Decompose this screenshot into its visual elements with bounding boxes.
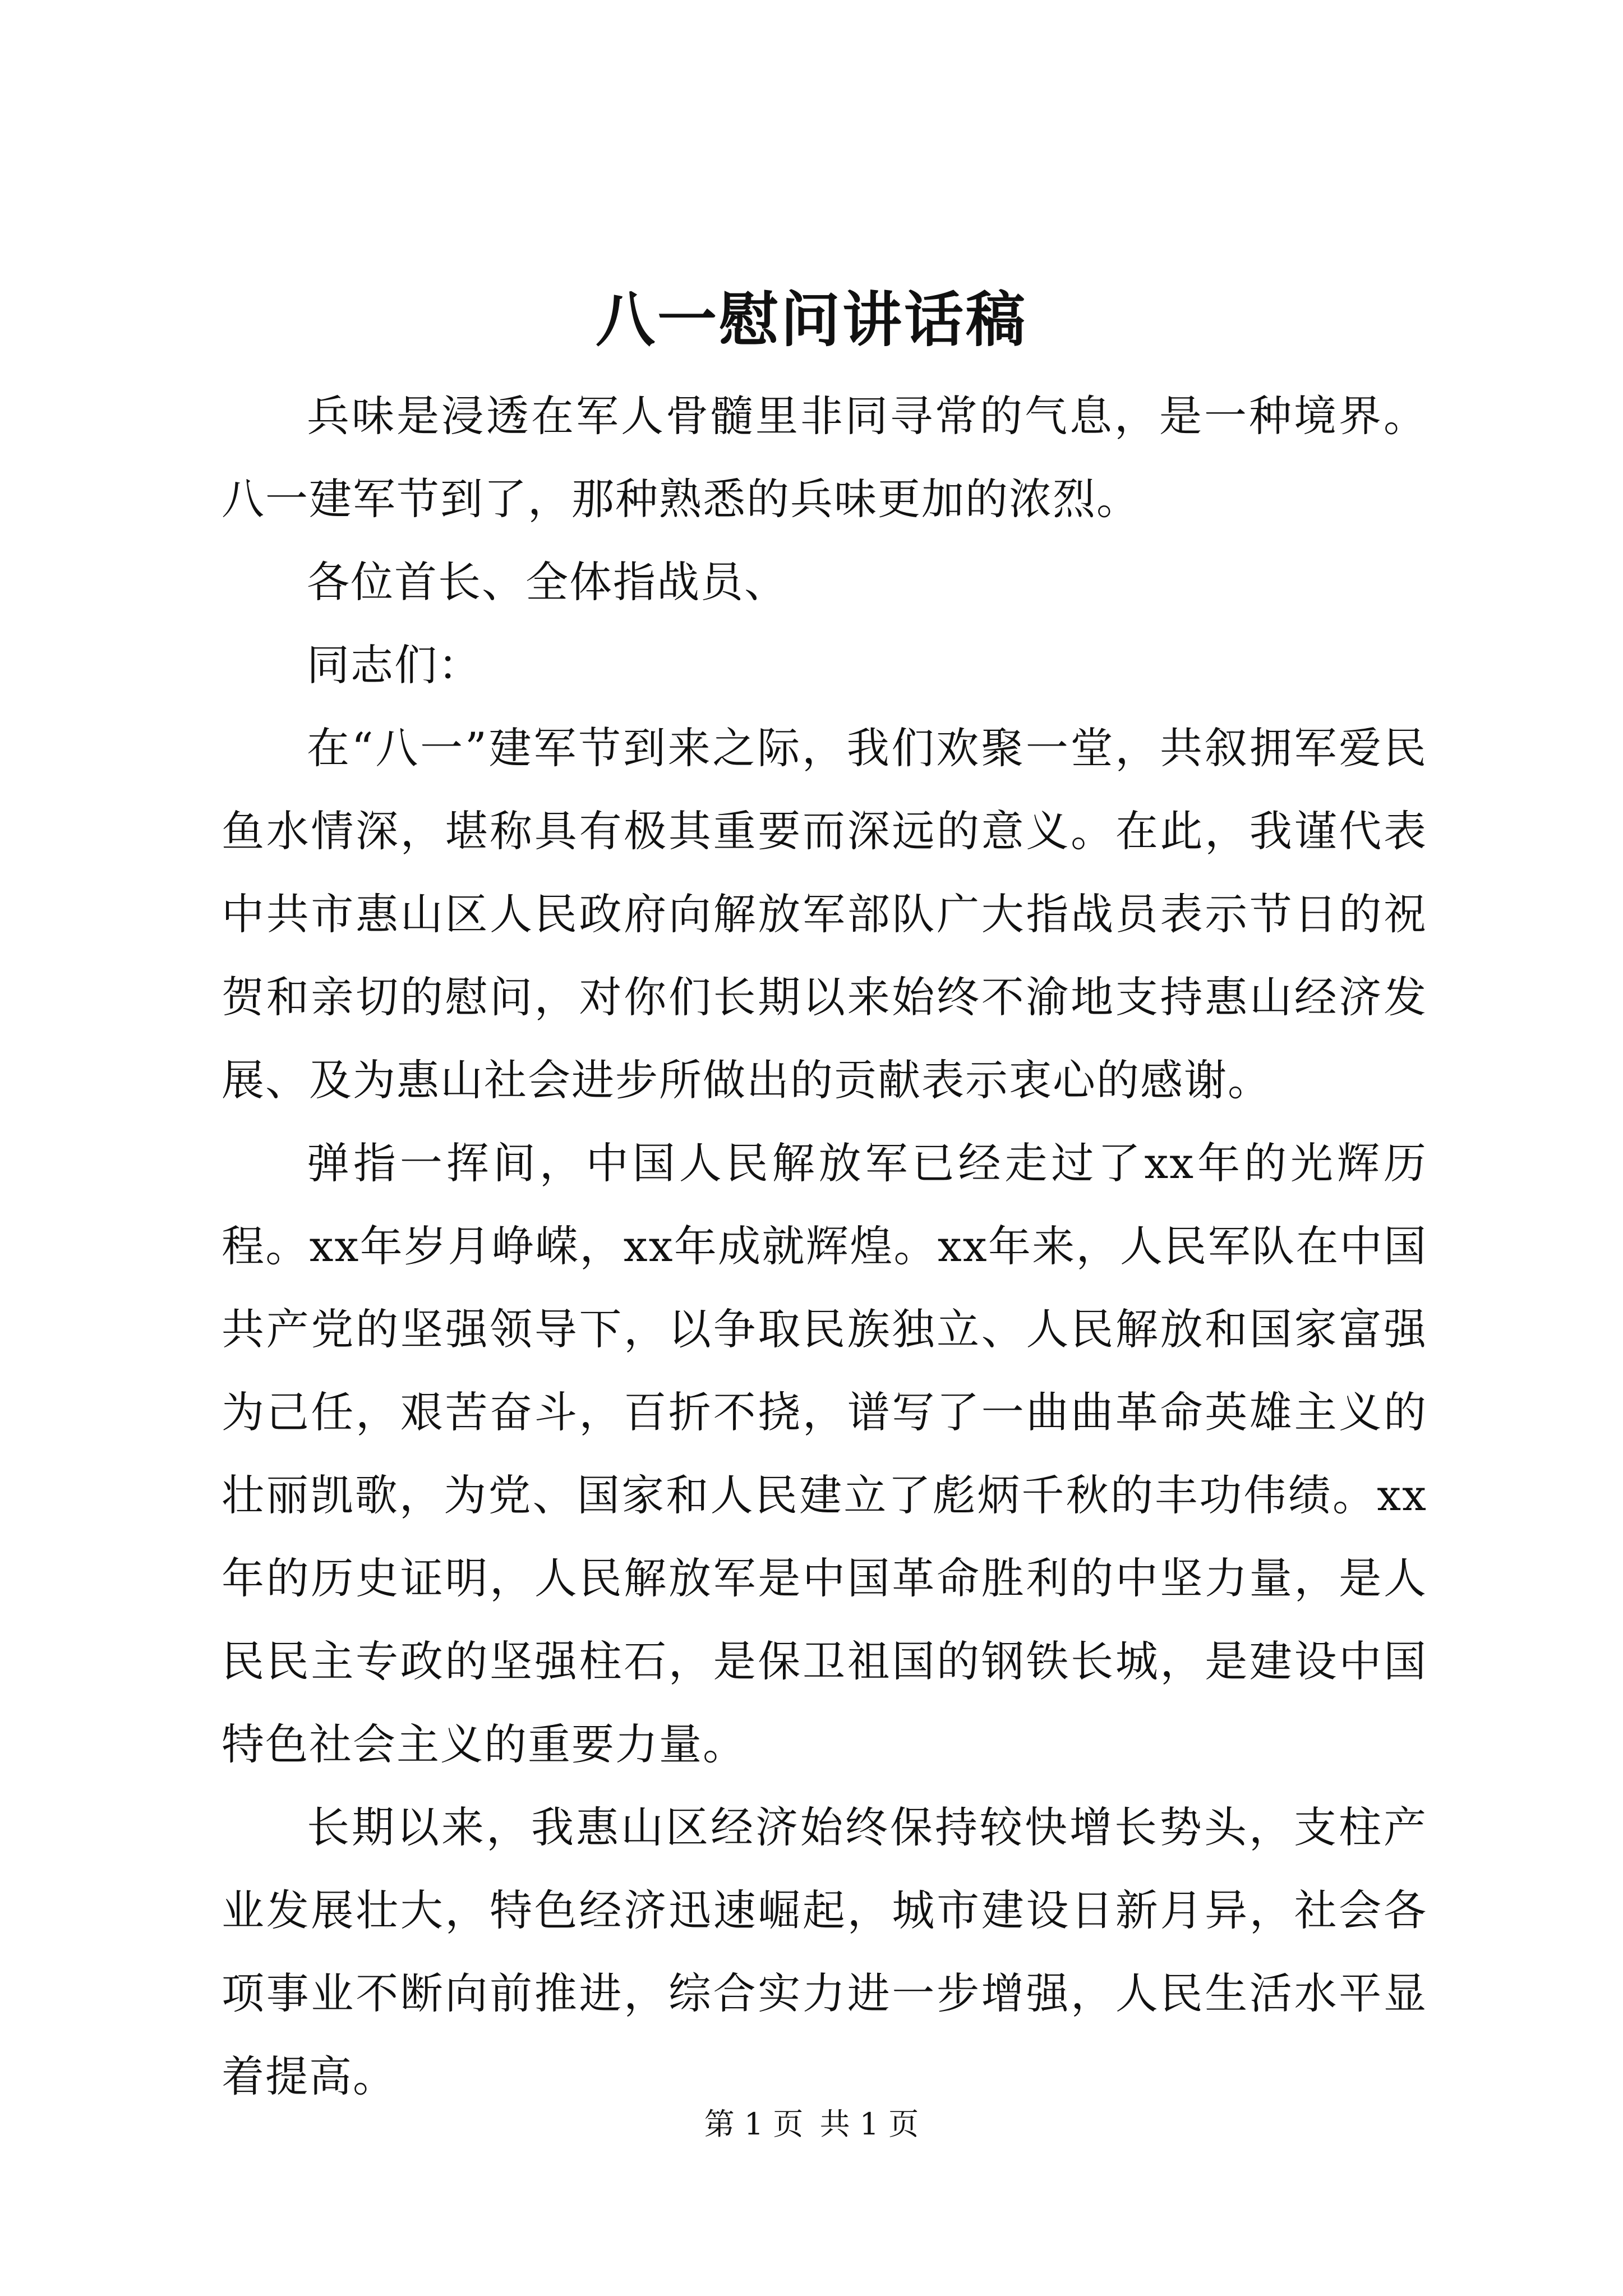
paragraph-4: 在“八一”建军节到来之际，我们欢聚一堂，共叙拥军爱民鱼水情深，堪称具有极其重要而深远的意义。在此，我谨代表中共市惠山区人民政府向解放军部队广大指战员表示节日的祝贺和亲切的慰问，对你们长期以来始终不渝地支持惠山经济发展、及为惠山社会进步所做出的贡献表示衷心的感谢。 <box>222 723 1427 1105</box>
paragraph-2-salutation: 各位首长、全体指战员、 <box>307 557 788 607</box>
document-body <box>222 375 1427 2118</box>
document-title: 八一慰问讲话稿 <box>596 284 1027 355</box>
page-footer <box>0 2105 1623 2144</box>
paragraph-5: 弹指一挥间，中国人民解放军已经走过了xx年的光辉历程。xx年岁月峥嵘，xx年成就辉煌。xx年来，人民军队在中国共产党的坚强领导下，以争取民族独立、人民解放和国家富强为己任，艰苦奋斗，百折不挠，谱写了一曲曲革命英雄主义的壮丽凯歌，为党、国家和人民建立了彪炳千秋的丰功伟绩。xx年的历史证明，人民解放军是中国革命胜利的中坚力量，是人民民主专政的坚强柱石，是保卫祖国的钢铁长城，是建设中国特色社会主义的重要力量。 <box>222 1138 1427 1769</box>
paragraph-3-salutation: 同志们： <box>307 640 482 690</box>
page-total: 共 1 页 <box>819 2106 919 2142</box>
paragraph-6: 长期以来，我惠山区经济始终保持较快增长势头，支柱产业发展壮大，特色经济迅速崛起，城市建设日新月异，社会各项事业不断向前推进，综合实力进一步增强，人民生活水平显着提高。 <box>222 1802 1427 2101</box>
page-number: 第 1 页 <box>704 2106 804 2142</box>
paragraph-1: 兵味是浸透在军人骨髓里非同寻常的气息，是一种境界。八一建军节到了，那种熟悉的兵味更加的浓烈。 <box>222 391 1427 524</box>
